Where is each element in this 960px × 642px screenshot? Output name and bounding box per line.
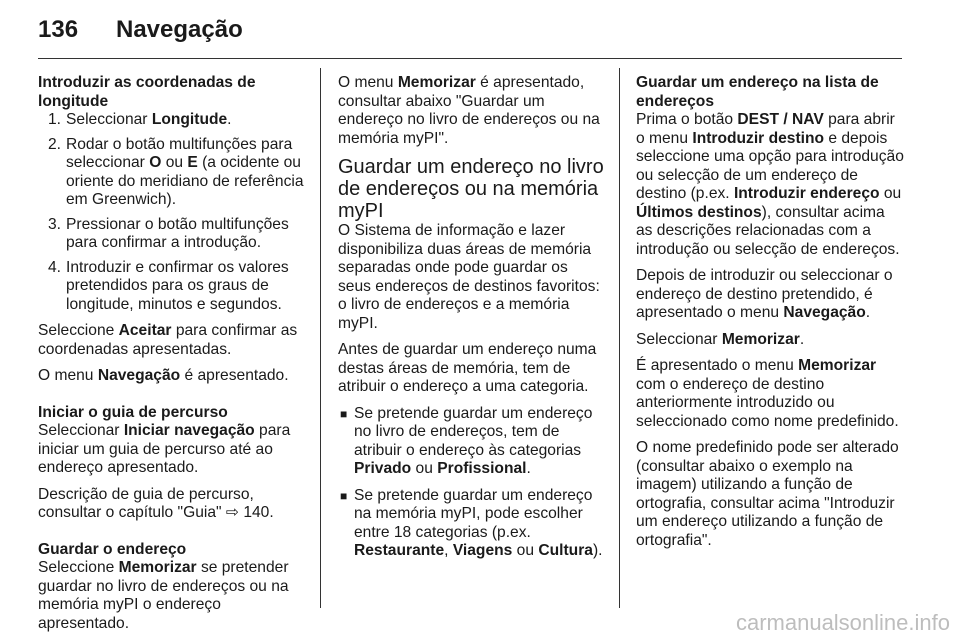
paragraph: Seleccione Memorizar se pretender guardar no livro de endereços ou na memória myPI o endereço apresentado. <box>38 559 289 632</box>
paragraph: O nome predefinido pode ser alterado (consultar abaixo o exemplo na imagem) utilizando a função de ortografia, consultar acima "Introduzir um endereço utilizando a função de ortografia". <box>636 439 899 549</box>
watermark: carmanualsonline.info <box>735 610 950 635</box>
column-2 <box>338 74 604 569</box>
column-1 <box>38 74 306 641</box>
list-item: 1. Seleccionar Longitude. <box>48 111 232 128</box>
paragraph: O menu Navegação é apresentado. <box>38 367 289 384</box>
column-divider-2 <box>619 68 620 608</box>
paragraph: Descrição de guia de percurso, consultar o capítulo "Guia" ⇨ 140. <box>38 485 274 521</box>
page-header <box>38 14 900 50</box>
bullet-list <box>338 405 604 561</box>
page-title: Navegação <box>116 16 243 43</box>
page-ref-arrow-icon: ⇨ <box>225 504 239 521</box>
paragraph: Antes de guardar um endereço numa destas áreas de memória, tem de atribuir o endereço a uma categoria. <box>338 341 597 395</box>
list-item: 4. Introduzir e confirmar os valores pretendidos para os graus de longitude, minutos e segundos. <box>48 258 289 313</box>
section-heading-coordinates: Introduzir as coordenadas de longitude <box>38 74 256 110</box>
column-divider-1 <box>320 68 321 608</box>
bullet-square-icon: ■ <box>340 488 348 503</box>
paragraph: O menu Memorizar é apresentado, consultar abaixo "Guardar um endereço no livro de endereços ou na memória myPI". <box>338 74 600 147</box>
paragraph: Seleccionar Memorizar. <box>636 330 805 348</box>
list-item: ■ Se pretende guardar um endereço no livro de endereços, tem de atribuir o endereço às categorias Privado ou Profissional. <box>340 404 593 477</box>
bullet-square-icon: ■ <box>340 406 348 421</box>
paragraph: Depois de introduzir ou seleccionar o endereço de destino pretendido, é apresentado o menu Navegação. <box>636 267 893 321</box>
list-item: 3. Pressionar o botão multifunções para confirmar a introdução. <box>48 215 289 251</box>
paragraph: O Sistema de informação e lazer disponibiliza duas áreas de memória separadas onde pode guardar os seus endereços de destinos favoritos: o livro de endereços e a memória myPI. <box>338 222 600 332</box>
section-heading-guide: Iniciar o guia de percurso <box>38 403 228 421</box>
section-heading-save: Guardar o endereço <box>38 540 187 558</box>
paragraph: É apresentado o menu Memorizar com o endereço de destino anteriormente introduzido ou seleccionado como nome predefinido. <box>636 357 899 430</box>
list-item: 2. Rodar o botão multifunções para seleccionar O ou E (a ocidente ou oriente do meridiano de referência em Greenwich). <box>48 135 304 208</box>
column-3 <box>636 74 904 558</box>
list-item: ■ Se pretende guardar um endereço na memória myPI, pode escolher entre 18 categorias (p.ex. Restaurante, Viagens ou Cultura). <box>340 486 603 559</box>
page-number: 136 <box>38 16 79 43</box>
steps-list <box>38 111 306 314</box>
paragraph: Seleccione Aceitar para confirmar as coordenadas apresentadas. <box>38 322 298 358</box>
header-rule <box>38 58 902 59</box>
paragraph: Seleccionar Iniciar navegação para iniciar um guia de percurso até ao endereço apresentado. <box>38 422 291 476</box>
section-heading-save-address: Guardar um endereço no livro de endereços ou na memória myPI <box>338 156 604 222</box>
paragraph: Prima o botão DEST / NAV para abrir o menu Introduzir destino e depois seleccione uma opção para introdução ou selecção de um endereço de destino (p.ex. Introduzir endereço ou Últimos destinos), consultar acima as descrições relacionadas com a introdução ou selecção de endereços. <box>636 111 904 258</box>
section-heading-address-list: Guardar um endereço na lista de endereços <box>636 74 879 110</box>
